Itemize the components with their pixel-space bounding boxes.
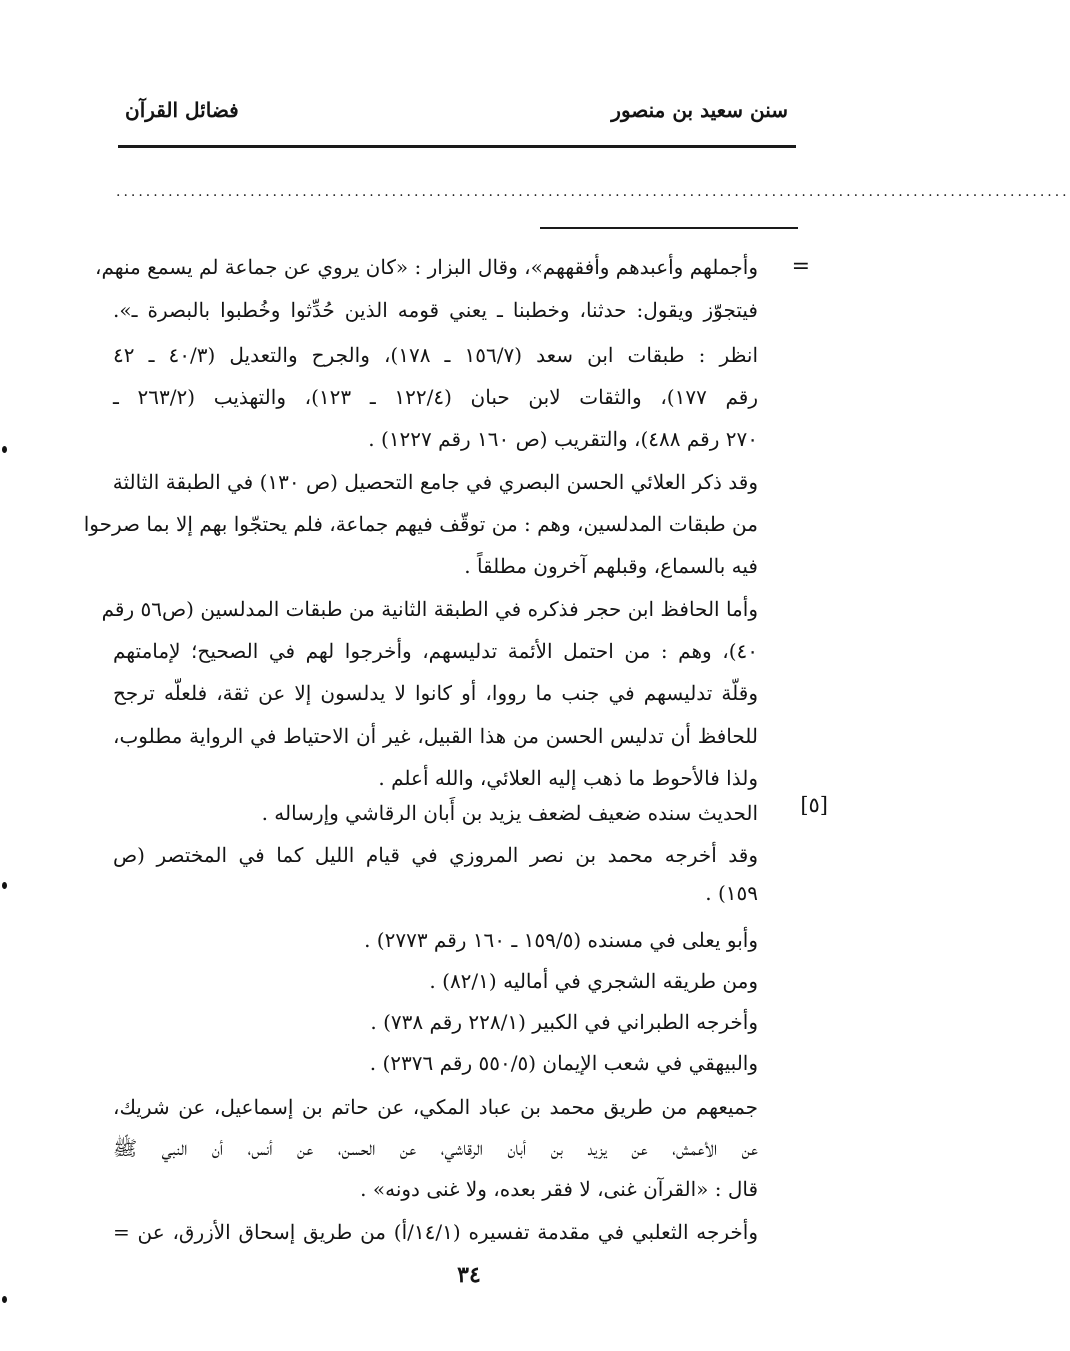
page-number: ٣٤ [457,1262,481,1288]
scan-speck [2,446,7,453]
text-line: ٢٧٠ رقم ٤٨٨)، والتقريب (ص ١٦٠ رقم ١٢٢٧) . [368,427,758,451]
text-line: وأخرجه الثعلبي في مقدمة تفسيره (١٤/١/أ) من طريق إسحاق الأزرق، عن = [113,1220,758,1244]
text-line: وأجملهم وأعبدهم وأفقههم»، وقال البزار : «كان يروي عن جماعة لم يسمع منهم، [94,255,758,279]
text-line: رقم ١٧٧)، والثقات لابن حبان (١٢٢/٤ ـ ١٢٣)، والتهذيب (٢٦٣/٢ ـ [113,385,759,409]
dotted-separator: ................................................................................................................................ [116,184,1070,200]
footnote-number: [٥] [800,793,828,817]
header-rule [118,145,796,148]
text-line: للحافظ أن تدليس الحسن من هذا القبيل، غير أن الاحتياط في الرواية مطلوب، [113,724,758,748]
text-line: وأخرجه الطبراني في الكبير (٢٢٨/١ رقم ٧٣٨) . [370,1010,758,1034]
text-line: قال : «القرآن غنى، لا فقر بعده، ولا غنى دونه» . [360,1177,758,1201]
scan-speck [2,1296,7,1303]
text-line: وقلّة تدليسهم في جنب ما رووا، أو كانوا لا يدلسون إلا عن ثقة، فلعلّه ترجح [113,681,758,705]
text-line: من طبقات المدلسين، وهم : من توقّف فيهم جماعة، فلم يحتجّوا بهم إلا بما صرحوا [83,512,758,536]
running-header-book-title: سنن سعيد بن منصور [611,98,788,122]
text-line: ٤٠)، وهم : من احتمل الأئمة تدليسهم، وأخرجوا لهم في الصحيح؛ لإمامتهم [113,639,758,663]
text-line: وقد ذكر العلائي الحسن البصري في جامع التحصيل (ص ١٣٠) في الطبقة الثالثة [112,470,758,494]
text-line: فيه بالسماع، وقبلهم آخرون مطلقاً . [464,554,758,578]
text-line: وأبو يعلى في مسنده (١٥٩/٥ ـ ١٦٠ رقم ٢٧٧٣) . [364,928,758,952]
text-line: ومن طريقه الشجري في أماليه (٨٢/١) . [429,969,758,993]
running-header-chapter-title: فضائل القرآن [125,98,239,122]
text-line: فيتجوّز ويقول: حدثنا، وخطبنا ـ يعني قومه الذين حُدِّثوا وخُطبوا بالبصرة ـ». [113,298,758,322]
text-line: انظر : طبقات ابن سعد (١٥٦/٧ ـ ١٧٨)، والجرح والتعديل (٤٠/٣ ـ ٤٢ [113,343,759,367]
scan-speck [2,882,7,889]
footnote-separator-rule [540,227,798,229]
text-line: ١٥٩) . [705,881,758,905]
text-line: ولذا فالأحوط ما ذهب إليه العلائي، والله أعلم . [378,766,758,790]
text-line: الحديث سنده ضعيف لضعف يزيد بن أَبان الرقاشي وإرساله . [261,801,758,825]
text-line: عن الأعمش، عن يزيد بن أبان الرقاشي، عن الحسن، عن أنس، أن النبي ﷺ [113,1136,758,1160]
continuation-mark: = [791,254,810,279]
text-line: جميعهم من طريق محمد بن عباد المكي، عن حاتم بن إسماعيل، عن شريك، [113,1095,758,1119]
text-line: والبيهقي في شعب الإيمان (٥٥٠/٥ رقم ٢٣٧٦) . [369,1051,758,1075]
text-line: وقد أخرجه محمد بن نصر المروزي في قيام الليل كما في المختصر (ص [113,843,758,867]
text-line: وأما الحافظ ابن حجر فذكره في الطبقة الثانية من طبقات المدلسين (ص٥٦ رقم [101,597,758,621]
